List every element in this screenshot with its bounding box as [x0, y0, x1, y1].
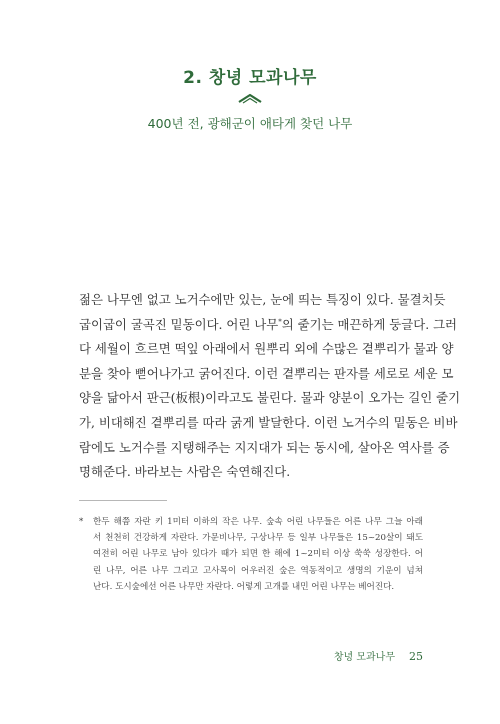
- body-line-part: 의 줄기는 매끈하게 둥글다. 그러: [281, 316, 458, 332]
- body-paragraph: [79, 288, 461, 485]
- body-line: 가, 비대해진 곁뿌리를 따라 굵게 발달한다. 이런 노거수의 밑동은 비바: [79, 414, 458, 430]
- chapter-subtitle: 400년 전, 광해군이 애타게 찾던 나무: [147, 116, 353, 131]
- chapter-title: 2. 창녕 모과나무: [183, 68, 317, 88]
- footnote-line: 한두 해쯤 자란 키 1미터 이하의 작은 나무. 숲속 어린 나무들은 어른 나무 그늘 아래: [93, 517, 423, 527]
- body-line-part: 굽이굽이 굴곡진 밑동이다. 어린 나무: [79, 316, 279, 332]
- footnote-text: [93, 514, 423, 595]
- footnote: [79, 514, 423, 595]
- footnote-mark: *: [79, 517, 84, 527]
- page-number: 25: [409, 650, 423, 663]
- footnote-reference[interactable]: *: [278, 317, 282, 326]
- running-title: 창녕 모과나무: [333, 652, 395, 663]
- footnote-divider: [79, 500, 167, 501]
- footnote-line: 서 천천히 건강하게 자란다. 가문비나무, 구상나무 등 일부 나무들은 15~20살이 돼도: [93, 533, 423, 544]
- body-line: 분을 찾아 뻗어나가고 굵어진다. 이런 곁뿌리는 판자를 세로로 세운 모: [79, 365, 454, 381]
- footnote-line: 난다. 도시숲에선 어른 나무만 자란다. 어렇게 고개를 내민 어린 나무는 베어진다.: [93, 581, 395, 592]
- body-line: 명해준다. 바라보는 사람은 숙연해진다.: [79, 464, 291, 480]
- body-line: 람에도 노거수를 지탱해주는 지지대가 되는 동시에, 살아온 역사를 증: [79, 439, 450, 455]
- chevron-ornament-icon: [238, 92, 262, 104]
- footnote-line: 여전히 어린 나무로 남아 있다가 때가 되면 한 해에 1~2미터 이상 쑥쑥 성장한다. 어: [93, 549, 423, 560]
- body-line: 양을 닮아서 판근(板根)이라고도 불린다. 물과 양분이 오가는 길인 줄기: [79, 390, 461, 406]
- body-line: 젊은 나무엔 없고 노거수에만 있는, 눈에 띄는 특징이 있다. 물결치듯: [79, 292, 446, 307]
- body-line: 다 세월이 흐르면 떡잎 아래에서 원뿌리 외에 수많은 곁뿌리가 물과 양: [79, 341, 454, 357]
- body-line: [79, 313, 458, 338]
- running-footer: [334, 648, 423, 663]
- footnote-line: 린 나무, 어른 나무 그리고 고사목이 어우러진 숲은 역동적이고 생명의 기운이 넘쳐: [93, 565, 423, 576]
